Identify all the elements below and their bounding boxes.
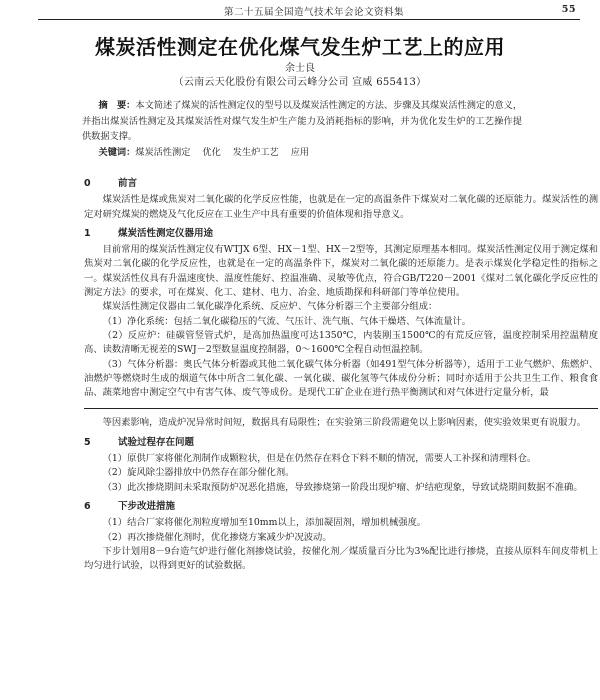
paragraph: 等因素影响，造成炉况异常时间短，数据具有局限性；在实验第三阶段需避免以上影响因素，使实验效果更有说服力。 xyxy=(102,417,587,429)
abstract-label: 摘 要： xyxy=(98,100,136,111)
section-title: 下步改进措施 xyxy=(118,500,176,512)
section-number: 0 xyxy=(84,178,91,189)
paper-body xyxy=(84,172,598,573)
keyword: 应用 xyxy=(290,147,310,158)
section-title: 试验过程存在问题 xyxy=(118,436,195,448)
paragraph: （2）再次掺烧催化剂时，优化掺烧方案减少炉况波动。 xyxy=(102,531,332,543)
paragraph: （3）此次掺烧期间未采取预防炉况恶化措施，导致掺烧第一阶段出现炉瘤、炉结疤现象，导致试烧期间数据不准确。 xyxy=(102,481,583,493)
author-affiliation: （云南云天化股份有限公司云峰分公司 宣威 655413） xyxy=(173,77,427,88)
keywords-label: 关键词： xyxy=(98,147,136,158)
section-title: 前言 xyxy=(118,178,138,189)
author-name: 余士良 xyxy=(285,63,315,74)
abstract-text: 本文简述了煤炭的活性测定仪的型号以及煤炭活性测定的方法、步骤及其煤炭活性测定的意义，并指出煤炭活性测定及其煤炭活性对煤气发生炉生产能力及消耗指标的影响，并为优化发生炉的工艺操作提供数据支撑。 xyxy=(82,100,523,143)
section-heading xyxy=(84,500,598,514)
section-number: 6 xyxy=(84,500,91,512)
paragraph: （3）气体分析器：奥氏气体分析器或其他二氧化碳气体分析器（如491型气体分析器等），适用于工业气燃炉、焦燃炉、油燃炉等燃烧时生成的烟道气体中所含二氧化碳、一氧化碳、碳化氢等气体成份分析；同时亦适用于公共卫生工作、粮食食品、蔬菜地窖中测定空气中有害气体、废气等成份。是现代工矿企业在进行热平衡测试和对气体进行定量分析，最 xyxy=(84,358,598,399)
section-title: 煤炭活性测定仪器用途 xyxy=(118,227,214,239)
paragraph: 煤炭活性是煤或焦炭对二氧化碳的化学反应性能，也就是在一定的高温条件下煤炭对二氧化碳的还原能力。煤炭活性的测定对研究煤炭的燃烧及气化反应在工业生产中具有重要的价值体现和指导意义。 xyxy=(84,194,598,220)
keywords xyxy=(82,146,522,160)
keyword: 发生炉工艺 xyxy=(232,147,279,158)
paragraph: （1）结合厂家将催化剂粒度增加至10mm以上，添加凝固剂，增加机械强度。 xyxy=(102,517,427,529)
paragraph: （1）原供厂家将催化剂制作成颗粒状，但是在仍然存在料仓下料不顺的情况，需要人工补探和清理料仓。 xyxy=(102,453,537,465)
keyword: 优化 xyxy=(202,147,221,158)
paragraph: 目前常用的煤炭活性测定仪有WTJX 6型、HX－1型、HX－2型等，其测定原理基本相同。煤炭活性测定仪用于测定煤和焦炭对二氧化碳的化学反应性，也就是在一定的高温条件下，煤炭对二氧化碳的还原能力。是表示煤炭化学稳定性的指标之一。煤炭活性仪具有升温速度快、温度性能好、控温准确、灵敏等优点，符合GB/T220－2001《煤对二氧化碳化学反应性的测定方法》的要求，可在煤炭、化工、建材、电力、冶金、地质勘探和科研部门等单位使用。 xyxy=(84,244,598,299)
paragraph: （1）净化系统：包括二氧化碳稳压的气流、气压计、洗气瓶、气体干燥塔、气体流量计。 xyxy=(102,315,472,327)
keyword: 煤炭活性测定 xyxy=(135,147,191,158)
section-heading xyxy=(84,177,598,191)
paper-title: 煤炭活性测定在优化煤气发生炉工艺上的应用 xyxy=(95,35,505,59)
paragraph: 下步计划用8－9台造气炉进行催化剂掺烧试验，按催化剂／煤质量百分比为3%配比进行掺烧，直接从原料车间皮带机上均匀进行试验，以得到更好的试验数据。 xyxy=(84,545,598,572)
section-heading xyxy=(84,227,598,241)
page-divider xyxy=(84,408,598,409)
section-number: 5 xyxy=(84,436,91,448)
section-number: 1 xyxy=(84,227,91,239)
journal-title: 第二十五届全国造气技术年会论文资料集 xyxy=(224,7,405,18)
paragraph: （2）反应炉：硅碳管竖管式炉，是高加热温度可达1350℃，内装刚玉1500℃的有荒反应管，温度控制采用控温精度高、读数清晰无视差的SWJ－2型数显温度控制器，0～1600℃全程自动恒温控制。 xyxy=(84,329,598,356)
section-heading xyxy=(84,436,598,450)
running-header xyxy=(38,3,580,20)
paragraph: （2）旋风除尘器排放中仍然存在部分催化剂。 xyxy=(102,467,295,479)
abstract xyxy=(82,98,522,145)
paragraph: 煤炭活性测定仪器由二氧化碳净化系统、反应炉、气体分析器三个主要部分组成： xyxy=(102,301,438,313)
page-number: 55 xyxy=(561,4,576,15)
